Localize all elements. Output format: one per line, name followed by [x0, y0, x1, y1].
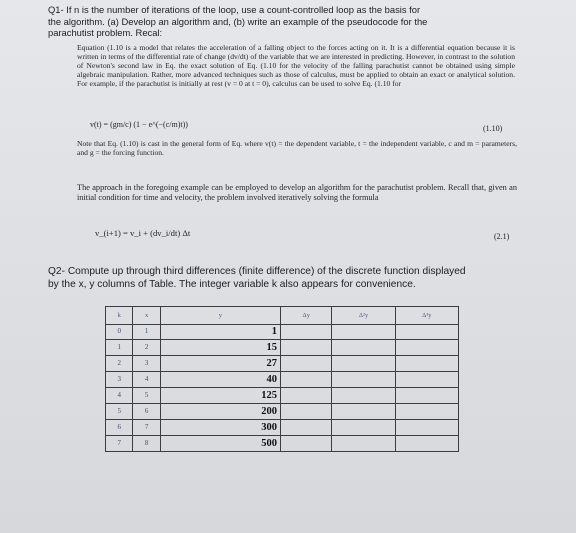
equation-2-1: v_(i+1) = v_i + (dv_i/dt) Δt: [95, 228, 191, 238]
cell-x: 2: [133, 340, 160, 356]
header-k: k: [106, 307, 133, 325]
header-delta3-y: Δ³y: [395, 307, 458, 325]
cell-delta2-y: [332, 420, 395, 436]
table-row: [106, 356, 459, 372]
cell-x: 6: [133, 404, 160, 420]
q1-line-2: the algorithm. (a) Develop an algorithm and, (b) write an example of the pseudocode for the: [48, 15, 428, 27]
table-row: [106, 324, 459, 340]
table-row: [106, 420, 459, 436]
cell-k: 1: [106, 340, 133, 356]
cell-delta3-y: [395, 340, 458, 356]
cell-y: 15: [160, 340, 280, 356]
table-row: [106, 340, 459, 356]
cell-delta2-y: [332, 388, 395, 404]
textbook-paragraph-2: Note that Eq. (1.10) is cast in the general form of Eq. where v(t) = the dependent variable, t = the independent variable, c and m = parameters, and g = the forcing function.: [77, 139, 517, 157]
cell-y: 200: [160, 404, 280, 420]
cell-delta2-y: [332, 356, 395, 372]
cell-y: 40: [160, 372, 280, 388]
cell-delta-y: [281, 372, 332, 388]
q2-line-2: by the x, y columns of Table. The integer variable k also appears for convenience.: [48, 278, 416, 290]
cell-x: 7: [133, 420, 160, 436]
cell-y: 27: [160, 356, 280, 372]
cell-k: 5: [106, 404, 133, 420]
cell-x: 1: [133, 324, 160, 340]
table-row: [106, 372, 459, 388]
cell-y: 500: [160, 435, 280, 451]
header-delta-y: Δy: [281, 307, 332, 325]
difference-table: [105, 306, 459, 452]
cell-x: 5: [133, 388, 160, 404]
cell-delta3-y: [395, 435, 458, 451]
cell-delta2-y: [332, 404, 395, 420]
cell-k: 2: [106, 356, 133, 372]
cell-y: 300: [160, 420, 280, 436]
cell-k: 3: [106, 372, 133, 388]
cell-delta3-y: [395, 356, 458, 372]
textbook-paragraph-1: Equation (1.10 is a model that relates the acceleration of a falling object to the forces acting on it. It is a differential equation because it is written in terms of the differential rate of change (dv/dt) of the variable that we are interested in predicting. However, in contrast to the solution of Newton's second law in Eq. the exact solution of Eq. (1.10 for the velocity of the falling parachutist cannot be obtained using simple algebraic manipulation. Rather, more advanced techniques such as those of calculus, must be applied to obtain an exact or analytical solution. For example, if the parachutist is initially at rest (v = 0 at t = 0), calculus can be used to solve Eq. (1.10 for: [77, 43, 515, 88]
textbook-paragraph-3: The approach in the foregoing example can be employed to develop an algorithm for the parachutist problem. Recall that, given an initial condition for time and velocity, the problem involved iteratively solving the formula: [77, 183, 517, 203]
q1-line-3: parachutist problem. Recal:: [48, 27, 163, 39]
cell-delta3-y: [395, 324, 458, 340]
table-row: [106, 388, 459, 404]
question-2: [48, 266, 518, 291]
equation-2-1-number: (2.1): [494, 232, 510, 241]
q1-line-1: Q1- If n is the number of iterations of the loop, use a count-controlled loop as the basis for: [48, 4, 421, 15]
header-delta2-y: Δ²y: [332, 307, 395, 325]
cell-delta2-y: [332, 435, 395, 451]
table-row: [106, 435, 459, 451]
cell-delta-y: [281, 324, 332, 340]
cell-delta3-y: [395, 372, 458, 388]
cell-k: 0: [106, 324, 133, 340]
cell-y: 1: [160, 324, 280, 340]
cell-x: 8: [133, 435, 160, 451]
cell-delta3-y: [395, 404, 458, 420]
cell-delta-y: [281, 340, 332, 356]
cell-delta-y: [281, 404, 332, 420]
header-x: x: [133, 307, 160, 325]
equation-1-10-number: (1.10): [483, 124, 503, 133]
cell-y: 125: [160, 388, 280, 404]
q2-line-1: Q2- Compute up through third differences (finite difference) of the discrete function displayed: [48, 266, 466, 277]
cell-delta-y: [281, 356, 332, 372]
cell-k: 7: [106, 435, 133, 451]
cell-delta-y: [281, 435, 332, 451]
question-1: [48, 4, 518, 39]
table-row: [106, 404, 459, 420]
cell-delta2-y: [332, 324, 395, 340]
cell-delta3-y: [395, 420, 458, 436]
cell-delta-y: [281, 420, 332, 436]
cell-delta-y: [281, 388, 332, 404]
cell-x: 4: [133, 372, 160, 388]
cell-k: 4: [106, 388, 133, 404]
cell-delta2-y: [332, 340, 395, 356]
header-y: y: [160, 307, 280, 325]
cell-delta2-y: [332, 372, 395, 388]
cell-delta3-y: [395, 388, 458, 404]
equation-1-10: v(t) = (gm/c) (1 − e^(−(c/m)t)): [90, 120, 188, 129]
cell-k: 6: [106, 420, 133, 436]
cell-x: 3: [133, 356, 160, 372]
table-header-row: [106, 307, 459, 325]
